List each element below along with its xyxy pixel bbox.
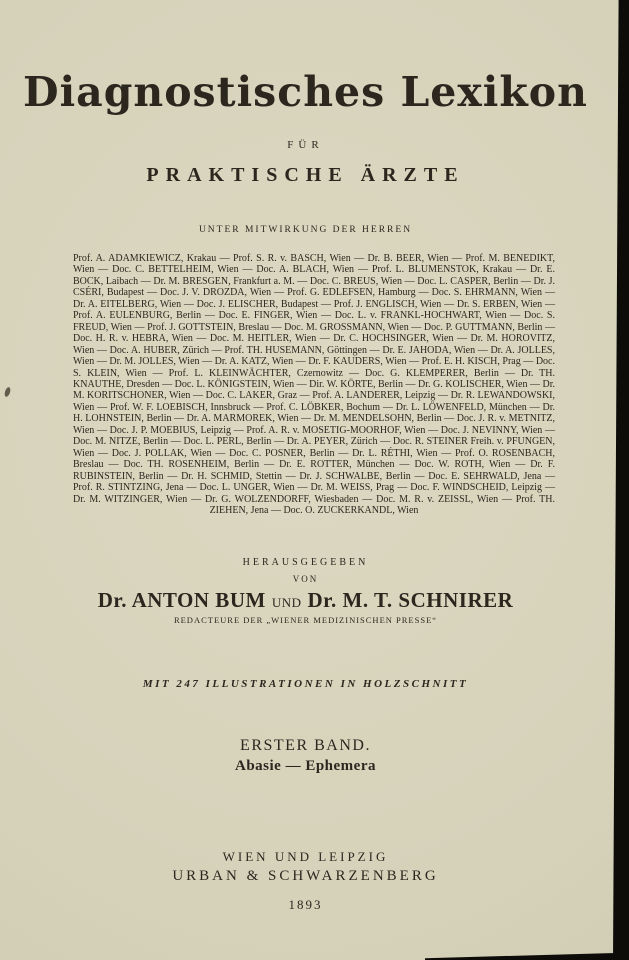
for-line: FÜR xyxy=(287,139,324,151)
book-title: Diagnostisches Lexikon xyxy=(23,68,588,116)
publisher-name: URBAN & SCHWARZENBERG xyxy=(172,868,439,884)
ink-speck xyxy=(4,386,12,397)
scan-edge-right xyxy=(613,0,629,960)
editor-first: Dr. ANTON BUM xyxy=(97,588,266,612)
collaboration-heading: UNTER MITWIRKUNG DER HERREN xyxy=(198,225,413,235)
editors-line xyxy=(0,588,611,613)
editors-subtitle: REDACTEURE DER „WIENER MEDIZINISCHEN PRESSE“ xyxy=(173,615,438,625)
audience-line: PRAKTISCHE ÄRZTE xyxy=(146,164,465,186)
imprint-city: WIEN UND LEIPZIG xyxy=(222,849,389,864)
volume-title: ERSTER BAND. xyxy=(240,737,371,754)
volume-range: Abasie — Ephemera xyxy=(235,758,376,774)
illustrations-note: MIT 247 ILLUSTRATIONEN IN HOLZSCHNITT xyxy=(142,678,469,690)
editors-conjunction: UND xyxy=(271,595,302,610)
edited-heading: HERAUSGEGEBEN xyxy=(242,557,369,568)
editor-second: Dr. M. T. SCHNIRER xyxy=(307,588,514,612)
scan-edge-bottom xyxy=(425,953,615,960)
contributors-list: Prof. A. ADAMKIEWICZ, Krakau — Prof. S. R. v. BASCH, Wien — Dr. B. BEER, Wien — Prof. M. BENEDIKT, Wien — Doc. C. BETTELHEIM, Wien — Doc. A. BLACH, Wien — Prof. L. BLUMENSTOK, Krakau — Dr. E. BOCK, Laibach — Dr. M. BRESGEN, Frankfurt a. M. — Doc. C. BREUS, Wien — Doc. L. CASPER, Berlin — Dr. J. CSÉRI, Budapest — Doc. J. V. DROZDA, Wien — Prof. G. EDLEFSEN, Hamburg — Doc. S. EHRMANN, Wien — Dr. A. EITELBERG, Wien — Doc. J. ELISCHER, Budapest — Prof. J. ENGLISCH, Wien — Dr. S. ERBEN, Wien — Prof. A. EULENBURG, Berlin — Doc. E. FINGER, Wien — Doc. L. v. FRANKL-HOCHWART, Wien — Doc. S. FREUD, Wien — Prof. J. GOTTSTEIN, Breslau — Doc. M. GROSSMANN, Wien — Doc. P. GUTTMANN, Berlin — Doc. H. R. v. HEBRA, Wien — Doc. M. HEITLER, Wien — Dr. C. HOCHSINGER, Wien — Dr. M. HOROVITZ, Wien — Doc. A. HUBER, Zürich — Prof. TH. HUSEMANN, Göttingen — Dr. E. JAHODA, Wien — Dr. A. JOLLES, Wien — Dr. M. JOLLES, Wien — Dr. A. KATZ, Wien — Dr. F. KAUDERS, Wien — Prof. E. H. KISCH, Prag — Doc. S. KLEIN, Wien — Prof. L. KLEINWÄCHTER, Czernowitz — Doc. G. KLEMPERER, Berlin — Dr. TH. KNAUTHE, Dresden — Doc. L. KÖNIGSTEIN, Wien — Dir. W. KÖRTE, Berlin — Dr. G. KOLISCHER, Wien — Dr. M. KORITSCHONER, Wien — Doc. C. LAKER, Graz — Prof. A. LANDERER, Leipzig — Dr. R. LEWANDOWSKI, Wien — Prof. W. F. LOEBISCH, Innsbruck — Prof. C. LÖBKER, Bochum — Dr. L. LÖWENFELD, München — Dr. H. LOHNSTEIN, Berlin — Dr. A. MARMOREK, Wien — Dr. M. MENDELSOHN, Berlin — Doc. J. R. v. METNITZ, Wien — Doc. J. P. MOEBIUS, Leipzig — Prof. A. R. v. MOSETIG-MOORHOF, Wien — Doc. J. NEVINNY, Wien — Doc. M. NITZE, Berlin — Doc. L. PERL, Berlin — Dr. A. PEYER, Zürich — Doc. R. STEINER Freih. v. PFUNGEN, Wien — Doc. J. POLLAK, Wien — Doc. C. POSNER, Berlin — Dr. L. RÉTHI, Wien — Prof. O. ROSENBACH, Breslau — Doc. TH. ROSENHEIM, Berlin — Dr. E. ROTTER, München — Doc. W. ROTH, Wien — Dr. F. RUBINSTEIN, Berlin — Dr. H. SCHMID, Stettin — Dr. J. SCHWALBE, Berlin — Doc. E. SEHRWALD, Jena — Prof. R. STINTZING, Jena — Doc. L. UNGER, Wien — Dr. M. WEISS, Prag — Doc. F. WINDSCHEID, Leipzig — Dr. M. WITZINGER, Wien — Dr. G. WOLZENDORFF, Wiesbaden — Doc. M. R. v. ZEISSL, Wien — Prof. TH. ZIEHEN, Jena — Doc. O. ZUCKERKANDL, Wien xyxy=(73,253,555,516)
edited-by-line: VON xyxy=(292,574,319,584)
publication-year: 1893 xyxy=(288,897,323,912)
